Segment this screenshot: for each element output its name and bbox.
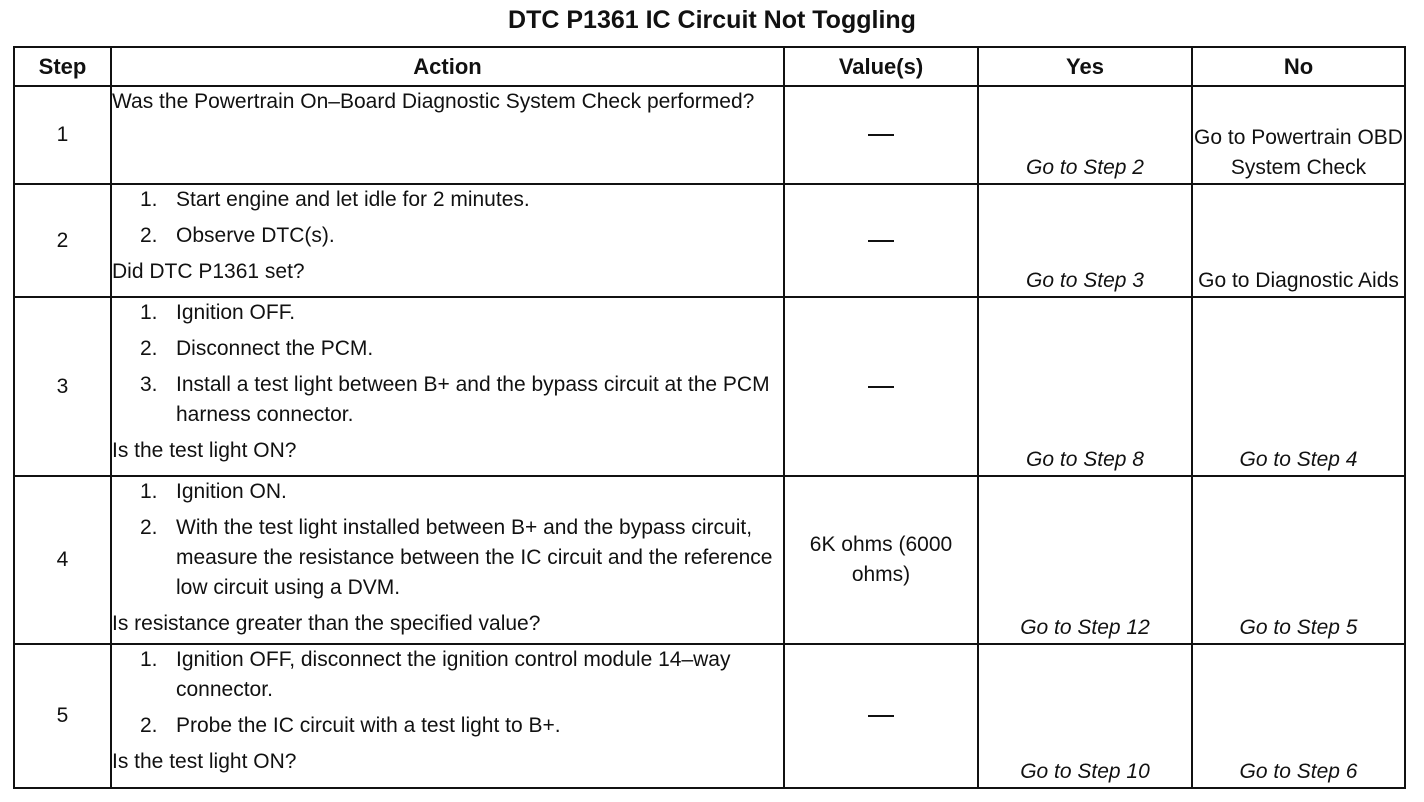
action-cell	[111, 476, 784, 644]
action-step-number: 2.	[140, 224, 158, 247]
table-row	[14, 184, 1405, 297]
action-cell	[111, 184, 784, 297]
no-cell: Go to Step 5	[1192, 476, 1405, 644]
no-cell: Go to Step 4	[1192, 297, 1405, 476]
action-step	[112, 711, 783, 741]
header-yes: Yes	[978, 47, 1192, 86]
header-action: Action	[111, 47, 784, 86]
action-question: Did DTC P1361 set?	[112, 260, 305, 283]
header-row	[14, 47, 1405, 86]
action-step	[112, 370, 783, 430]
action-step	[112, 513, 783, 603]
action-step-number: 3.	[140, 373, 158, 396]
table-row	[14, 476, 1405, 644]
action-step-number: 1.	[140, 648, 158, 671]
action-question: Is resistance greater than the specified value?	[112, 612, 541, 635]
no-cell: Go to Step 6	[1192, 644, 1405, 788]
yes-cell: Go to Step 10	[978, 644, 1192, 788]
action-step-number: 2.	[140, 516, 158, 539]
table-row	[14, 297, 1405, 476]
page-title: DTC P1361 IC Circuit Not Toggling	[508, 6, 916, 34]
no-value-dash	[868, 240, 894, 242]
yes-cell: Go to Step 2	[978, 86, 1192, 184]
action-step-text: Disconnect the PCM.	[176, 337, 374, 360]
table-row	[14, 86, 1405, 184]
action-step-number: 2.	[140, 337, 158, 360]
action-step-text: Ignition ON.	[176, 480, 287, 503]
action-steps	[112, 185, 783, 251]
step-number: 1	[14, 86, 111, 184]
step-number: 2	[14, 184, 111, 297]
yes-cell: Go to Step 3	[978, 184, 1192, 297]
header-step: Step	[14, 47, 111, 86]
action-step-number: 1.	[140, 301, 158, 324]
action-cell	[111, 644, 784, 788]
action-step	[112, 298, 783, 328]
step-number: 5	[14, 644, 111, 788]
action-step	[112, 334, 783, 364]
yes-cell: Go to Step 12	[978, 476, 1192, 644]
table-row	[14, 644, 1405, 788]
action-step	[112, 645, 783, 705]
step-number: 3	[14, 297, 111, 476]
action-text: Was the Powertrain On–Board Diagnostic System Check performed?	[112, 90, 755, 113]
action-step	[112, 185, 783, 215]
action-step-text: Start engine and let idle for 2 minutes.	[176, 188, 530, 211]
action-question: Is the test light ON?	[112, 750, 297, 773]
action-steps	[112, 477, 783, 603]
action-cell	[111, 297, 784, 476]
action-step	[112, 221, 783, 251]
action-step-text: Observe DTC(s).	[176, 224, 335, 247]
step-number: 4	[14, 476, 111, 644]
diagnostic-table	[13, 46, 1406, 789]
no-cell: Go to Powertrain OBD System Check	[1192, 86, 1405, 184]
no-value-dash	[868, 134, 894, 136]
no-value-dash	[868, 386, 894, 388]
yes-cell: Go to Step 8	[978, 297, 1192, 476]
value-cell	[784, 644, 978, 788]
action-step-text: Probe the IC circuit with a test light to B+.	[176, 714, 561, 737]
header-value: Value(s)	[784, 47, 978, 86]
value-cell	[784, 184, 978, 297]
action-step-number: 1.	[140, 480, 158, 503]
action-step-text: Install a test light between B+ and the bypass circuit at the PCM harness connector.	[176, 373, 770, 426]
action-step-text: Ignition OFF.	[176, 301, 296, 324]
action-steps	[112, 645, 783, 741]
action-step-text: With the test light installed between B+ and the bypass circuit, measure the resistance between the IC circuit and the reference low circuit using a DVM.	[176, 516, 773, 599]
action-step-number: 1.	[140, 188, 158, 211]
action-steps	[112, 298, 783, 430]
no-cell: Go to Diagnostic Aids	[1192, 184, 1405, 297]
value-cell	[784, 297, 978, 476]
action-step-number: 2.	[140, 714, 158, 737]
action-step-text: Ignition OFF, disconnect the ignition control module 14–way connector.	[176, 648, 731, 701]
value-cell	[784, 86, 978, 184]
no-value-dash	[868, 715, 894, 717]
action-question: Is the test light ON?	[112, 439, 297, 462]
action-step	[112, 477, 783, 507]
action-cell	[111, 86, 784, 184]
value-cell: 6K ohms (6000 ohms)	[784, 476, 978, 644]
header-no: No	[1192, 47, 1405, 86]
